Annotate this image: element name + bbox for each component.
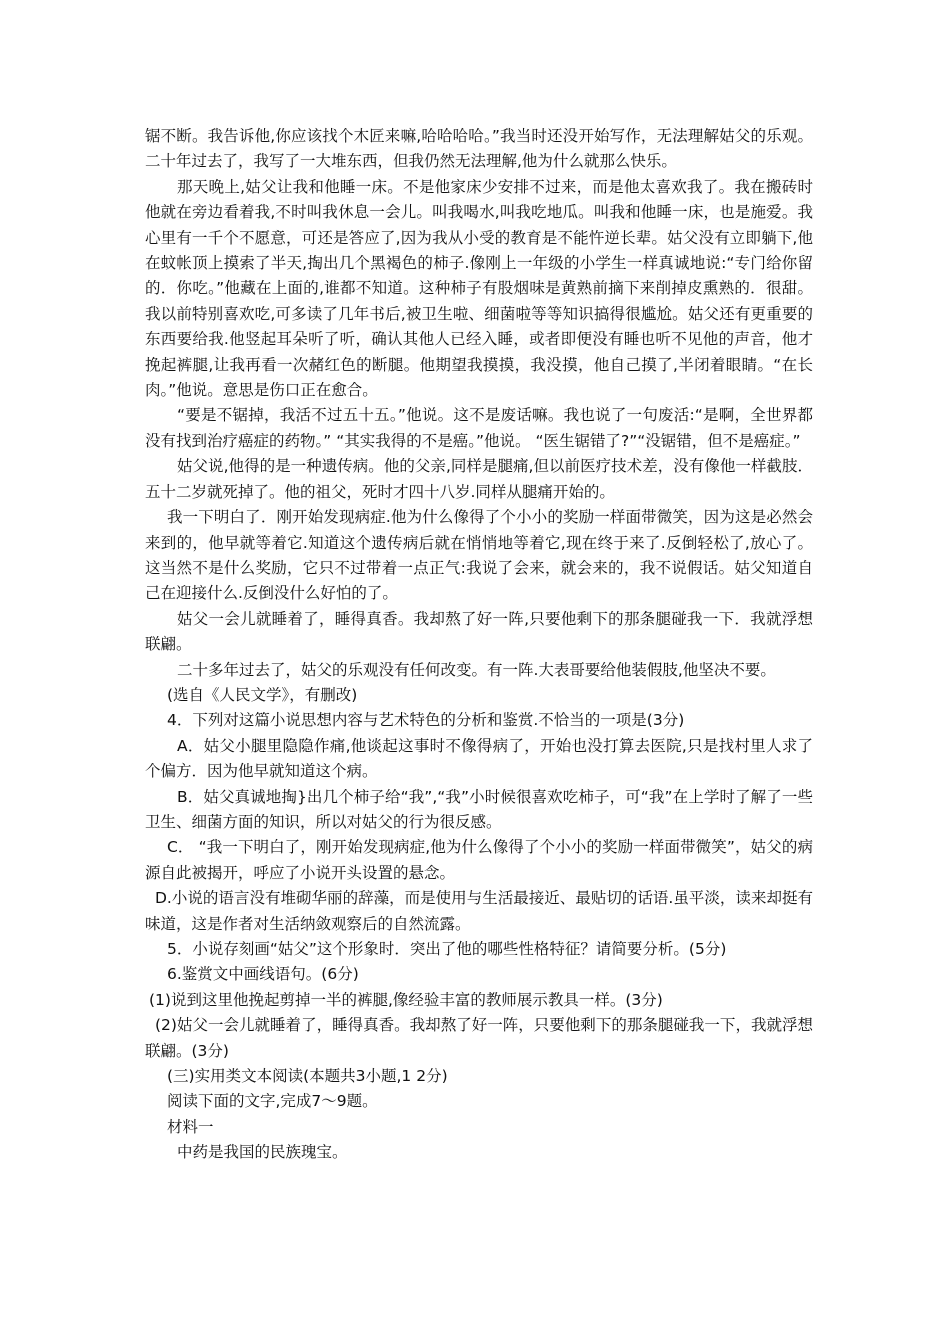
question-6-part-2: (2)姑父一会儿就睡着了，睡得真香。我却熬了好一阵，只要他剩下的那条腿碰我一下，我就浮想联翩。(3分) (145, 1016, 813, 1060)
question-6-part-1: (1)说到这里他挽起剪掉一半的裤腿,像经验丰富的教师展示教具一样。(3分) (149, 990, 663, 1009)
paragraph-dialogue-cancer: “要是不锯掉，我活不过五十五。”他说。这不是废话嘛。我也说了一句废活:“是啊，全世界都没有找到治疗癌症的药物。” “其实我得的不是癌。”他说。 “医生锯错了?”“没锯错，但不是癌症。” (145, 406, 813, 450)
paragraph-hereditary-disease: 姑父说,他得的是一种遗传病。他的父亲,同样是腿痛,但以前医疗技术差，没有像他一样截肢．五十二岁就死掉了。他的祖父，死时才四十八岁.同样从腿痛开始的。 (145, 457, 813, 501)
question-4-option-d: D.小说的语言没有堆砌华丽的辞藻，而是使用与生活最接近、最贴切的话语.虽平淡，读来却挺有味道，这是作者对生活纳敛观察后的自然流露。 (145, 889, 813, 933)
paragraph-continued: 锯不断。我告诉他,你应该找个木匠来嘛,哈哈哈哈。”我当时还没开始写作，无法理解姑父的乐观。二十年过去了，我写了一大堆东西，但我仍然无法理解,他为什么就那么快乐。 (145, 127, 813, 171)
paragraph-understanding: 我一下明白了．刚开始发现病症.他为什么像得了个小小的奖励一样面带微笑，因为这是必然会来到的，他早就等着它.知道这个遗传病后就在悄悄地等着它,现在终于来了.反倒轻松了,放心了。这当然不是什么奖励，它只不过带着一点正气:我说了会来，就会来的，我不说假话。姑父知道自己在迎接什么.反倒没什么好怕的了。 (145, 508, 813, 603)
question-6: 6.鉴赏文中画线语句。(6分) (167, 965, 359, 984)
question-4-option-c: C． “我一下明白了，刚开始发现病症,他为什么像得了个小小的奖励一样面带微笑”，姑父的病源自此被揭开，呼应了小说开头设置的悬念。 (145, 838, 813, 882)
section-3-instruction: 阅读下面的文字,完成7～9题。 (167, 1092, 378, 1111)
paragraph-twenty-years: 二十多年过去了，姑父的乐观没有任何改变。有一阵.大表哥要给他装假肢,他坚决不要。 (177, 660, 776, 679)
material-1-first-line: 中药是我国的民族瑰宝。 (177, 1143, 348, 1162)
document-page (145, 124, 813, 1166)
question-4: 4．下列对这篇小说思想内容与艺术特色的分析和鉴赏.不恰当的一项是(3分) (167, 711, 685, 730)
question-4-option-a: A．姑父小腿里隐隐作痛,他谈起这事时不像得病了，开始也没打算去医院,只是找村里人求了个偏方．因为他早就知道这个病。 (145, 736, 813, 781)
paragraph-sleep: 姑父一会儿就睡着了，睡得真香。我却熬了好一阵,只要他剩下的那条腿碰我一下．我就浮想联翩。 (145, 609, 813, 654)
material-1-label: 材料一 (167, 1117, 214, 1136)
question-5: 5．小说存刻画“姑父”这个形象时．突出了他的哪些性格特征？请简要分析。(5分) (167, 940, 727, 958)
paragraph-night-scene: 那天晚上,姑父让我和他睡一床。不是他家床少安排不过来，而是他太喜欢我了。我在搬砖时他就在旁边看着我,不时叫我休息一会儿。叫我喝水,叫我吃地瓜。叫我和他睡一床，也是施爱。我心里有一千个不愿意，可还是答应了,因为我从小受的教育是不能忤逆长辈。姑父没有立即躺下,他在蚊帐顶上摸索了半天,掏出几个黑褐色的柿子.像刚上一年级的小学生一样真诚地说:“专门给你留的．你吃。”他藏在上面的,谁都不知道。这种柿子有股烟味是黄熟前摘下来削掉皮熏熟的．很甜。我以前特别喜欢吃,可多读了几年书后,被卫生啦、细菌啦等等知识搞得很尴尬。姑父还有更重要的东西要给我.他竖起耳朵听了听，确认其他人已经入睡，或者即便没有睡也听不见他的声音，他才挽起裤腿,让我再看一次赭红色的断腿。他期望我摸摸，我没摸，他自己摸了,半闭着眼睛。“在长肉。”他说。意思是伤口正在愈合。 (145, 177, 813, 400)
source-note: (选自《人民文学》，有删改) (167, 685, 358, 704)
section-3-heading: (三)实用类文本阅读(本题共3小题,1 2分) (167, 1067, 448, 1086)
question-4-option-b: B．姑父真诚地掏}出几个柿子给“我”,“我”小时候很喜欢吃柿子，可“我”在上学时了解了一些卫生、细菌方面的知识，所以对姑父的行为很反感。 (145, 787, 813, 831)
